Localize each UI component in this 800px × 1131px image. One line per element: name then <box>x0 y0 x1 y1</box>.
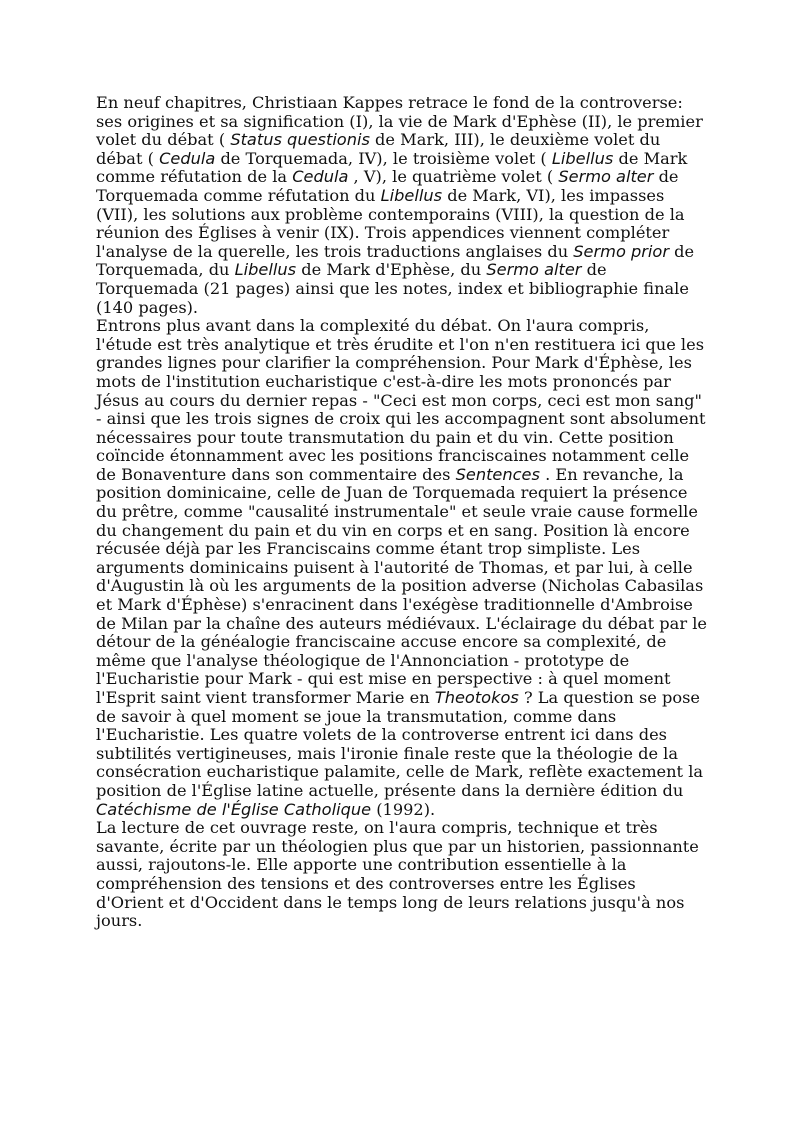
document-body <box>96 94 708 931</box>
body-text: (1992). <box>371 799 436 819</box>
body-text: , V), le quatrième volet ( <box>348 167 559 187</box>
italic-title-text: Sermo alter <box>486 260 582 280</box>
italic-title-text: Libellus <box>234 260 297 280</box>
body-text: Entrons plus avant dans la complexité du débat. On l'aura compris, l'étude est très analytique et très érudite et l'on n'en restituera ici que les grandes lignes pour clarifier la compréhension. Pour Mark d'Éphèse, les mots de l'institution eucharistique c'est-à-dire les mots prononcés par Jésus au cours du dernier repas - "Ceci est mon corps, ceci est mon sang" - ainsi que les trois signes de croix qui les accompagnent sont absolument nécessaires pour toute transmutation du pain et du vin. Cette position coïncide étonnamment avec les positions franciscaines notamment celle de Bonaventure dans son commentaire des <box>96 316 706 484</box>
body-text: de Torquemada, du <box>96 241 695 280</box>
italic-title-text: Sermo prior <box>573 241 669 261</box>
italic-title-text: Status questionis <box>230 130 370 150</box>
italic-title-text: Catéchisme de l'Église Catholique <box>96 799 372 819</box>
italic-title-text: Cedula <box>159 148 216 168</box>
body-text: de Torquemada (21 pages) ainsi que les notes, index et bibliographie finale (140 pages). <box>96 260 689 317</box>
body-text: de Mark, VI), les impasses (VII), les solutions aux problème contemporains (VIII), la question de la réunion des Églises à venir (IX). Trois appendices viennent compléter l'analyse de la querelle, les trois traductions anglaises du <box>96 185 685 261</box>
italic-title-text: Sentences <box>455 464 540 484</box>
body-text: La lecture de cet ouvrage reste, on l'aura compris, technique et très savante, écrite par un théologien plus que par un historien, passionnante aussi, rajoutons-le. Elle apporte une contribution essentielle à la compréhension des tensions et des controverses entre les Églises d'Orient et d'Occident dans le temps long de leurs relations jusqu'à nos jours. <box>96 818 699 931</box>
italic-title-text: Theotokos <box>434 688 519 707</box>
italic-title-text: Sermo alter <box>558 167 654 187</box>
body-text: ? La question se pose de savoir à quel moment se joue la transmutation, comme dans l'Eucharistie. Les quatre volets de la controverse entrent ici dans des subtilités vertigineuses, mais l'ironie finale reste que la théologie de la consécration eucharistique palamite, celle de Mark, reflète exactement la position de l'Église latine actuelle, présente dans la dernière édition du <box>96 688 704 800</box>
paragraph-chapters <box>96 94 708 317</box>
body-text: de Mark comme réfutation de la <box>96 148 688 187</box>
body-text: En neuf chapitres, Christiaan Kappes retrace le fond de la controverse: ses origines et sa signification (I), la vie de Mark d'Ephèse (II), le premier volet du débat ( <box>96 93 703 150</box>
paragraph-debate <box>96 317 708 819</box>
body-text: de Mark, III), le deuxième volet du débat ( <box>96 130 661 168</box>
italic-title-text: Libellus <box>380 185 443 205</box>
italic-title-text: Cedula <box>292 167 349 187</box>
body-text: . En revanche, la position dominicaine, celle de Juan de Torquemada requiert la présence du prêtre, comme "causalité instrumentale" et seule vraie cause formelle du changement du pain et du vin en corps et en sang. Position là encore récusée déjà par les Franciscains comme étant trop simpliste. Les arguments dominicains puisent à l'autorité de Thomas, et par lui, à celle d'Augustin là où les arguments de la position adverse (Nicholas Cabasilas et Mark d'Éphèse) s'enracinent dans l'exégèse traditionnelle d'Ambroise de Milan par la chaîne des auteurs médiévaux. L'éclairage du débat par le détour de la généalogie franciscaine accuse encore sa complexité, de même que l'analyse théologique de l'Annonciation - prototype de l'Eucharistie pour Mark - qui est mise en perspective : à quel moment l'Esprit saint vient transformer Marie en <box>96 464 707 707</box>
body-text: de Mark d'Ephèse, du <box>296 260 487 280</box>
italic-title-text: Libellus <box>551 148 614 168</box>
body-text: de Torquemada comme réfutation du <box>96 167 679 205</box>
body-text: de Torquemada, IV), le troisième volet ( <box>215 148 552 168</box>
paragraph-conclusion <box>96 819 708 931</box>
